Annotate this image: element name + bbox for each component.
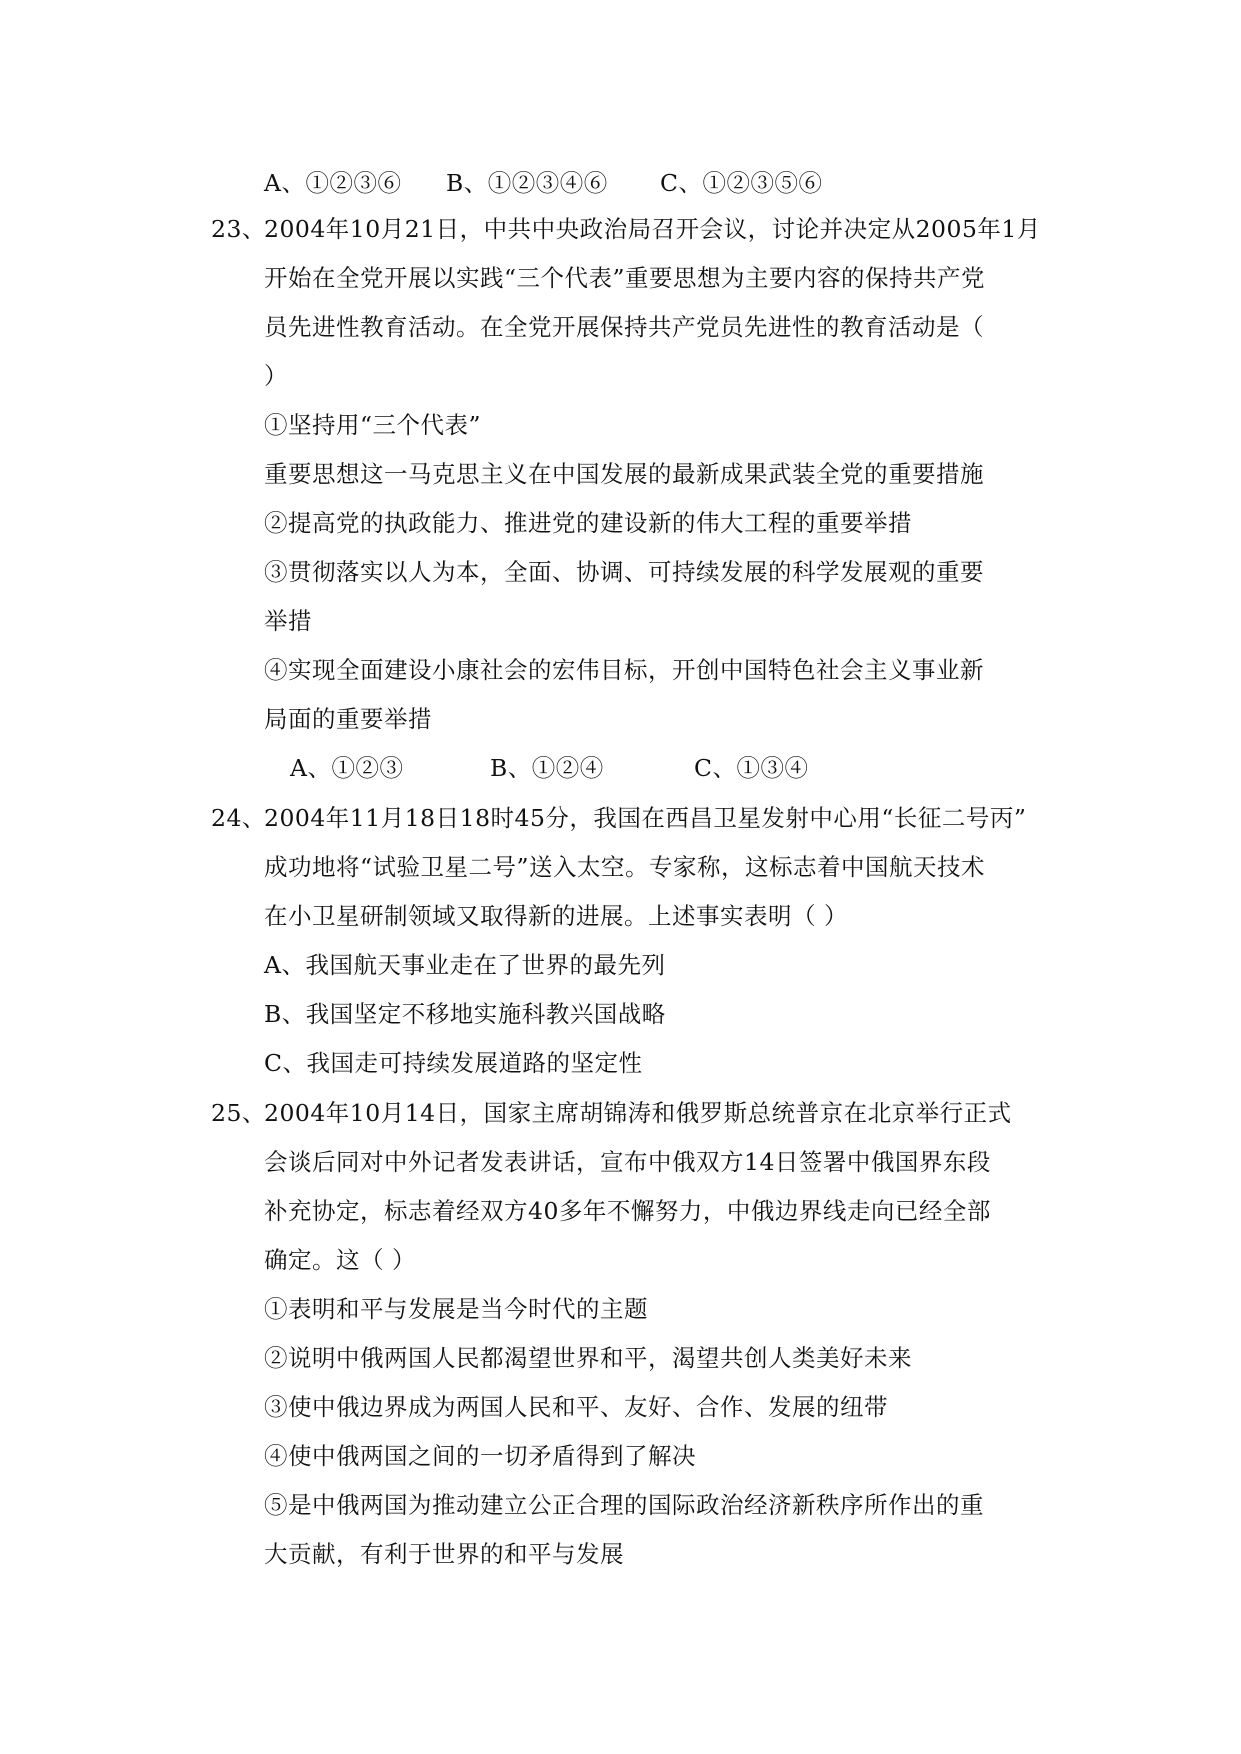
question-stem-line: 成功地将“试验卫星二号”送入太空。专家称，这标志着中国航天技术 (264, 853, 986, 881)
question-stem-line: 2004年11月18日18时45分，我国在西昌卫星发射中心用“长征二号丙” (264, 804, 1027, 832)
question-stem-line: 2004年10月21日，中共中央政治局召开会议，讨论并决定从2005年1月 (264, 215, 1041, 243)
statement-item: ②说明中俄两国人民都渴望世界和平，渴望共创人类美好未来 (264, 1344, 912, 1372)
answer-option-c: C、①③④ (694, 754, 809, 782)
statement-item: ⑤是中俄两国为推动建立公正合理的国际政治经济新秩序所作出的重 (264, 1491, 984, 1519)
question-stem-line: 会谈后同对中外记者发表讲话，宣布中俄双方14日签署中俄国界东段 (264, 1148, 991, 1176)
statement-item: 举措 (264, 607, 312, 635)
statement-item: ③使中俄边界成为两国人民和平、友好、合作、发展的纽带 (264, 1393, 888, 1421)
statement-item: ①坚持用“三个代表” (264, 411, 482, 439)
question-number: 23、 (211, 215, 266, 243)
question-stem-line: 在小卫星研制领域又取得新的进展。上述事实表明（ ） (264, 902, 848, 930)
top-option-c: C、①②③⑤⑥ (660, 169, 823, 197)
statement-item: ④使中俄两国之间的一切矛盾得到了解决 (264, 1442, 696, 1470)
top-option-a: A、①②③⑥ (264, 169, 402, 197)
top-option-b: B、①②③④⑥ (446, 169, 608, 197)
question-stem-line: 补充协定，标志着经双方40多年不懈努力，中俄边界线走向已经全部 (264, 1197, 991, 1225)
answer-option-a: A、①②③ (290, 754, 404, 782)
answer-option-a: A、我国航天事业走在了世界的最先列 (264, 951, 666, 979)
statement-item: 局面的重要举措 (264, 705, 432, 733)
question-stem-line: 员先进性教育活动。在全党开展保持共产党员先进性的教育活动是（ (264, 313, 984, 341)
answer-option-b: B、①②④ (490, 754, 604, 782)
statement-item: 重要思想这一马克思主义在中国发展的最新成果武装全党的重要措施 (264, 460, 984, 488)
question-stem-line: ） (264, 362, 288, 390)
answer-option-c: C、我国走可持续发展道路的坚定性 (264, 1049, 643, 1077)
question-number: 24、 (211, 804, 266, 832)
statement-item: 大贡献，有利于世界的和平与发展 (264, 1540, 624, 1568)
answer-option-b: B、我国坚定不移地实施科教兴国战略 (264, 1000, 666, 1028)
statement-item: ③贯彻落实以人为本，全面、协调、可持续发展的科学发展观的重要 (264, 558, 984, 586)
statement-item: ②提高党的执政能力、推进党的建设新的伟大工程的重要举措 (264, 509, 912, 537)
question-stem-line: 2004年10月14日，国家主席胡锦涛和俄罗斯总统普京在北京举行正式 (264, 1099, 1012, 1127)
statement-item: ①表明和平与发展是当今时代的主题 (264, 1295, 648, 1323)
question-number: 25、 (211, 1099, 266, 1127)
question-stem-line: 确定。这（ ） (264, 1246, 416, 1274)
statement-item: ④实现全面建设小康社会的宏伟目标，开创中国特色社会主义事业新 (264, 656, 984, 684)
question-stem-line: 开始在全党开展以实践“三个代表”重要思想为主要内容的保持共产党 (264, 264, 986, 292)
